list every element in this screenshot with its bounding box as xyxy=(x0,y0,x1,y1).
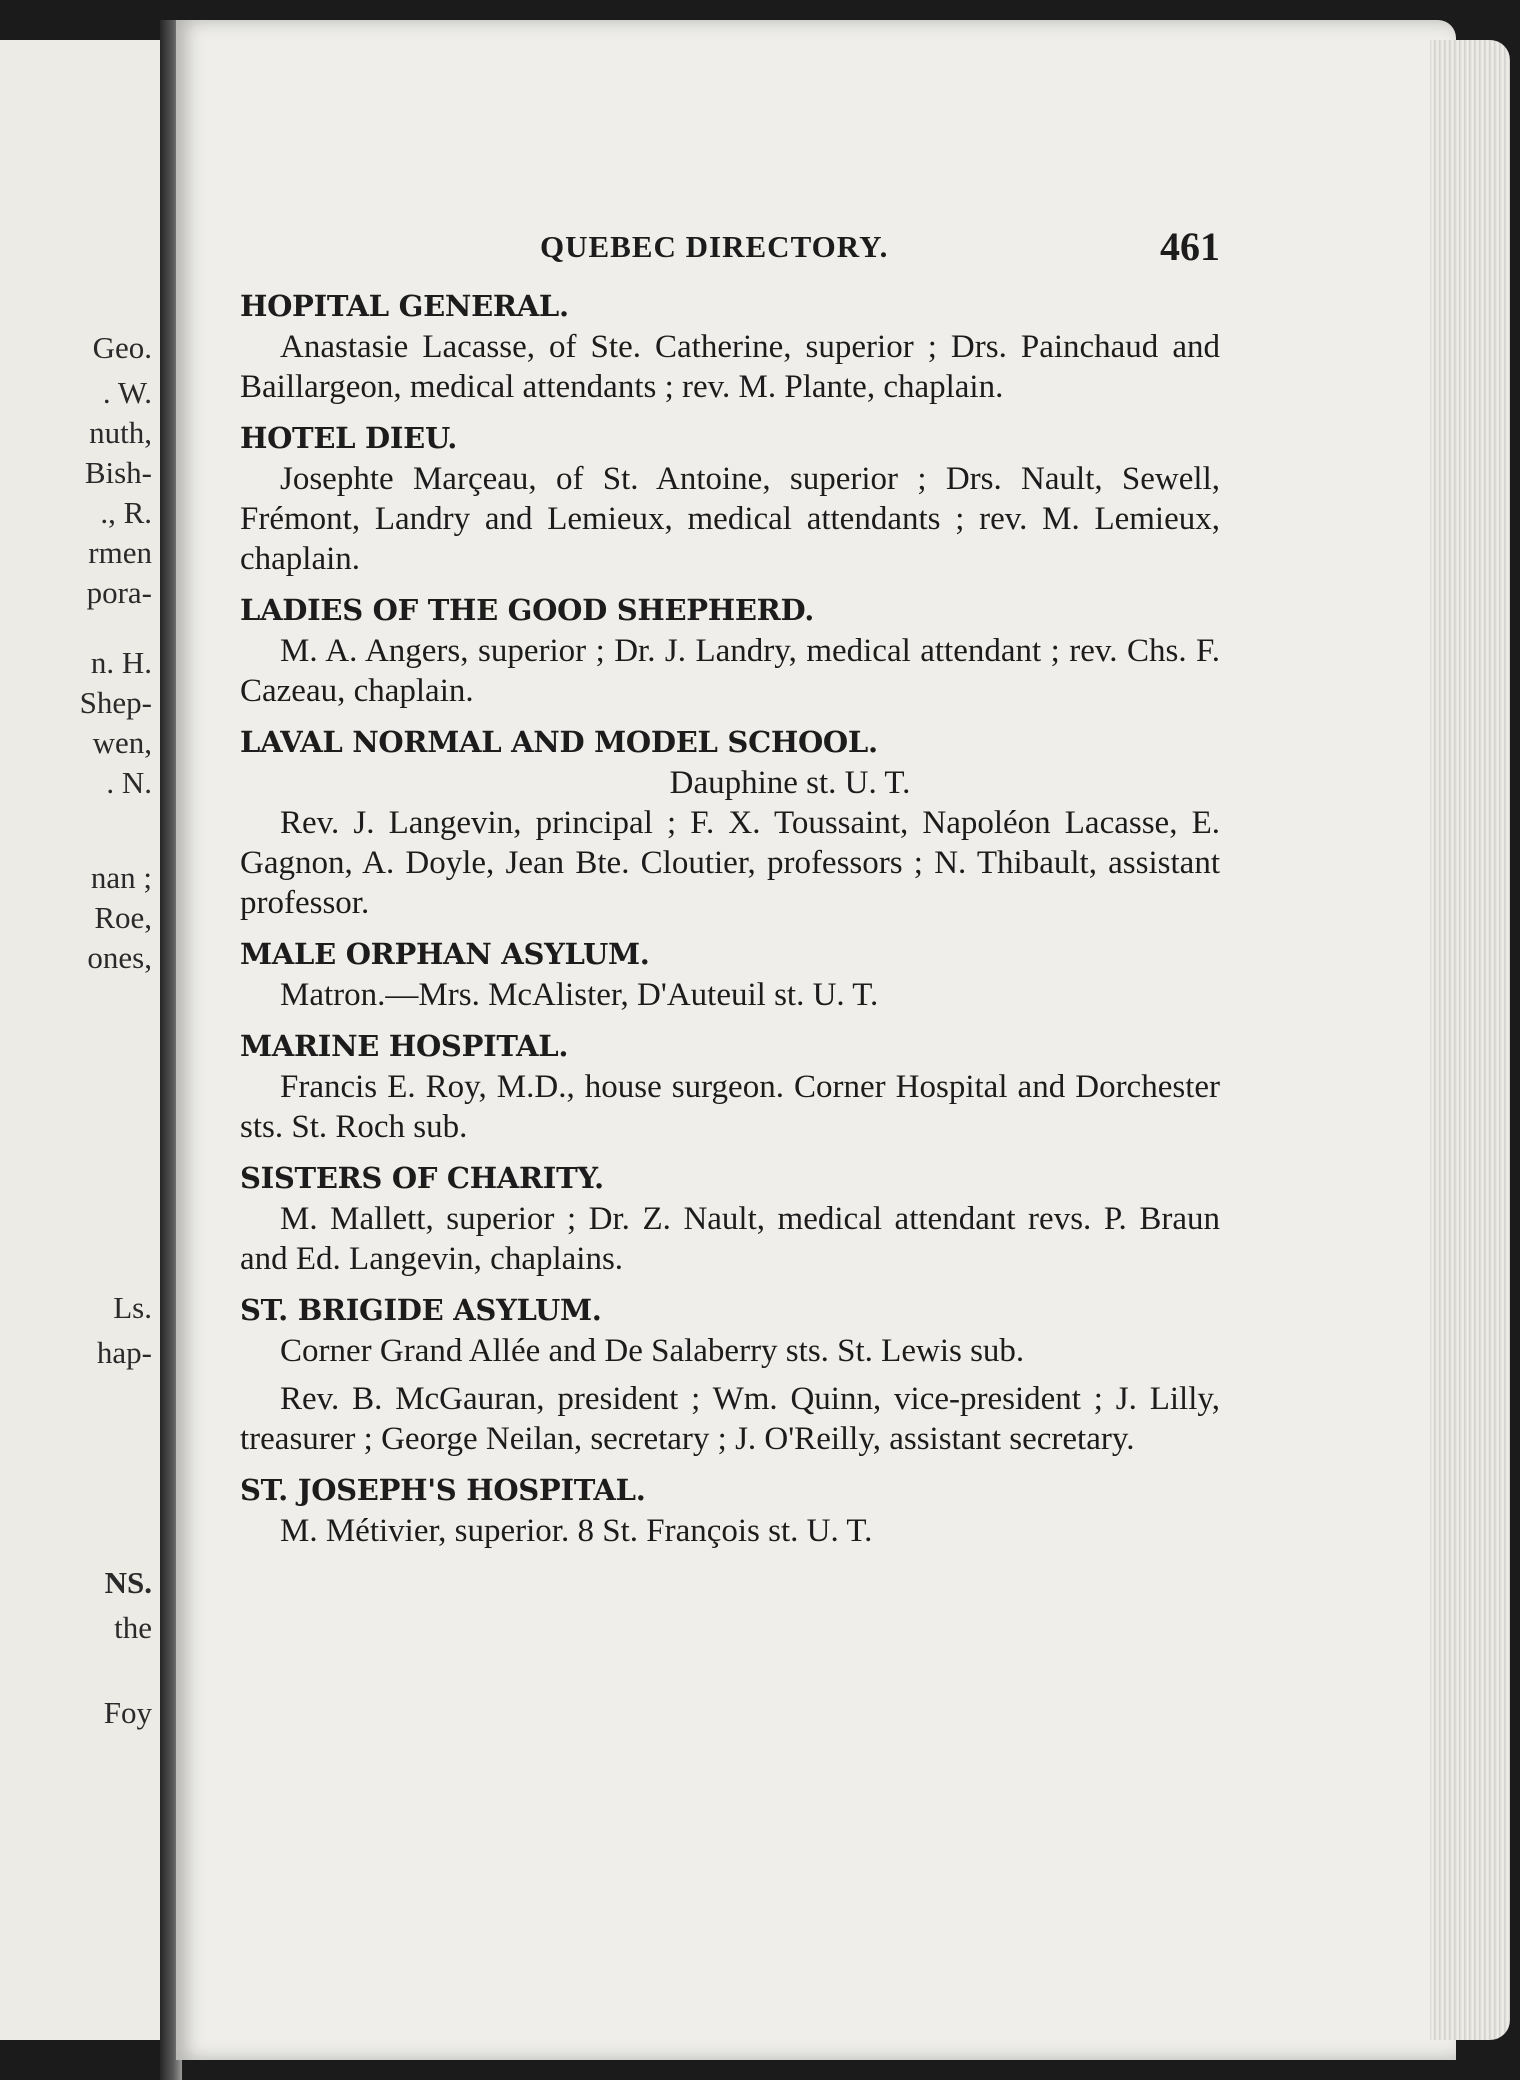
left-page-edge xyxy=(0,40,160,2040)
entry-heading: MARINE HOSPITAL. xyxy=(240,1029,569,1063)
left-fragment: . W. xyxy=(102,375,152,410)
left-fragment: Ls. xyxy=(113,1290,152,1325)
left-fragment: wen, xyxy=(92,725,152,760)
left-fragment: Shep- xyxy=(79,685,152,720)
left-fragment: ., R. xyxy=(100,495,152,530)
entry-text: Rev. J. Langevin, principal ; F. X. Toussaint, Napoléon Lacasse, E. Gagnon, A. Doyle, Jean Bte. Cloutier, professors ; N. Thibault, assistant professor. xyxy=(240,805,1220,921)
entry-heading: SISTERS OF CHARITY. xyxy=(240,1161,604,1195)
running-title: QUEBEC DIRECTORY. xyxy=(540,229,889,264)
entry-text: Josephte Marçeau, of St. Antoine, superior ; Drs. Nault, Sewell, Frémont, Landry and Lemieux, medical attendants ; rev. M. Lemieux, chaplain. xyxy=(240,461,1220,577)
directory-entry xyxy=(240,421,1220,579)
page-content xyxy=(240,215,1220,1551)
directory-entry xyxy=(240,725,1220,923)
left-fragment: . N. xyxy=(106,765,152,800)
entry-subline: Dauphine st. U. T. xyxy=(669,765,911,801)
entry-text: Rev. B. McGauran, president ; Wm. Quinn, vice-president ; J. Lilly, treasurer ; George Neilan, secretary ; J. O'Reilly, assistant secretary. xyxy=(240,1381,1220,1457)
entry-heading: HOTEL DIEU. xyxy=(240,421,458,455)
left-fragment: rmen xyxy=(88,535,152,570)
entry-heading: HOPITAL GENERAL. xyxy=(240,289,569,323)
page-number: 461 xyxy=(1160,224,1220,269)
left-fragment: Bish- xyxy=(84,455,152,490)
entry-text: Matron.—Mrs. McAlister, D'Auteuil st. U. T. xyxy=(280,977,879,1013)
left-fragment: nuth, xyxy=(89,415,152,450)
directory-entry xyxy=(240,1473,1220,1551)
directory-entry xyxy=(240,1161,1220,1279)
entry-text: Anastasie Lacasse, of Ste. Catherine, superior ; Drs. Painchaud and Baillargeon, medical attendants ; rev. M. Plante, chaplain. xyxy=(240,329,1220,405)
left-fragment: Geo. xyxy=(92,330,152,365)
left-fragment: Roe, xyxy=(94,900,152,935)
running-head xyxy=(240,215,1220,275)
entry-text: Francis E. Roy, M.D., house surgeon. Corner Hospital and Dorchester sts. St. Roch sub. xyxy=(240,1069,1220,1145)
entry-heading: MALE ORPHAN ASYLUM. xyxy=(240,937,650,971)
entry-heading: ST. JOSEPH'S HOSPITAL. xyxy=(240,1473,646,1507)
left-fragment: ones, xyxy=(87,940,152,975)
entry-heading: ST. BRIGIDE ASYLUM. xyxy=(240,1293,602,1327)
left-fragment: nan ; xyxy=(90,860,152,895)
entry-text: M. A. Angers, superior ; Dr. J. Landry, medical attendant ; rev. Chs. F. Cazeau, chaplain. xyxy=(240,633,1220,709)
directory-entry xyxy=(240,289,1220,407)
directory-entry xyxy=(240,1029,1220,1147)
left-fragment: NS. xyxy=(104,1565,152,1600)
directory-entry xyxy=(240,937,1220,1015)
entry-heading: LADIES OF THE GOOD SHEPHERD. xyxy=(240,593,815,627)
entry-text: M. Métivier, superior. 8 St. François st. U. T. xyxy=(280,1513,873,1549)
entry-text: M. Mallett, superior ; Dr. Z. Nault, medical attendant revs. P. Braun and Ed. Langevin, chaplains. xyxy=(240,1201,1220,1277)
left-fragment: hap- xyxy=(96,1335,152,1370)
left-fragment: the xyxy=(114,1610,152,1645)
left-fragment: n. H. xyxy=(90,645,152,680)
directory-entry xyxy=(240,593,1220,711)
entry-heading: LAVAL NORMAL AND MODEL SCHOOL. xyxy=(240,725,878,759)
page-edges xyxy=(1430,40,1510,2040)
left-fragment: Foy xyxy=(103,1695,152,1730)
left-fragment: pora- xyxy=(86,575,152,610)
entry-text: Corner Grand Allée and De Salaberry sts. St. Lewis sub. xyxy=(280,1333,1025,1369)
directory-entry xyxy=(240,1293,1220,1459)
